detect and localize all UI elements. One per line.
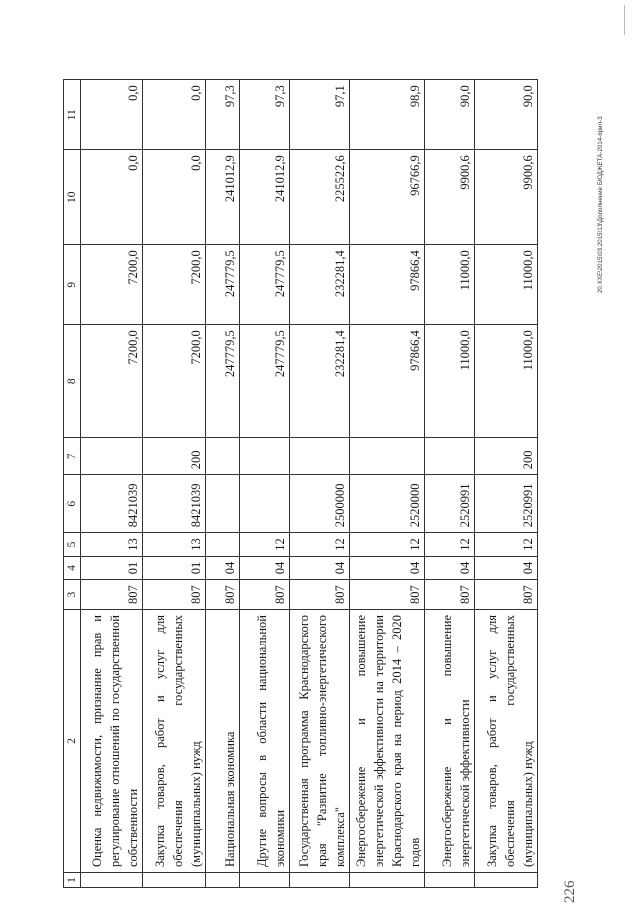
pr-code xyxy=(206,533,240,557)
row-name: Закупка товаров, работ и услуг для обеспечения государственных (муниципальных) нужд xyxy=(143,610,206,873)
budget-table xyxy=(63,79,538,888)
csr-code: 2520991 xyxy=(475,475,538,533)
table-row xyxy=(425,80,475,888)
value-col8: 232281,4 xyxy=(290,325,350,438)
value-col11: 98,9 xyxy=(350,80,425,150)
pr-code: 12 xyxy=(425,533,475,557)
ved-code: 807 xyxy=(240,580,290,610)
row-name: Государственная программа Краснодарского края "Развитие топливно-энергетического комплекса" xyxy=(290,610,350,873)
ved-code: 807 xyxy=(206,580,240,610)
value-col10: 9900,6 xyxy=(425,150,475,245)
value-col10: 9900,6 xyxy=(475,150,538,245)
value-col11: 97,1 xyxy=(290,80,350,150)
row-name: Оценка недвижимости, признание прав и регулирование отношений по государственной собственности xyxy=(81,610,143,873)
row-name: Энергосбережение и повышение энергетической эффективности xyxy=(425,610,475,873)
table-row xyxy=(350,80,425,888)
header-cell: 6 xyxy=(64,475,81,533)
value-col9: 11000,0 xyxy=(425,245,475,325)
table-row xyxy=(81,80,143,888)
value-col11: 90,0 xyxy=(425,80,475,150)
value-col9: 247779,5 xyxy=(240,245,290,325)
value-col11: 0,0 xyxy=(143,80,206,150)
pr-code: 12 xyxy=(350,533,425,557)
header-cell: 11 xyxy=(64,80,81,150)
header-cell: 1 xyxy=(64,873,81,888)
csr-code: 2500000 xyxy=(290,475,350,533)
csr-code: 8421039 xyxy=(143,475,206,533)
row-number-cell xyxy=(206,873,240,888)
header-cell: 4 xyxy=(64,556,81,580)
row-name: Энергосбережение и повышение энергетической эффективности на территории Краснодарского края на период 2014 – 2020 годов xyxy=(350,610,425,873)
csr-code: 2520991 xyxy=(425,475,475,533)
vr-code xyxy=(290,438,350,475)
value-col8: 7200,0 xyxy=(143,325,206,438)
header-cell: 10 xyxy=(64,150,81,245)
row-number-cell xyxy=(350,873,425,888)
file-path-footer: 20.XXE\2015\03.2015\13\Дополнение БЮДЖЕТА-2014-прил-3 xyxy=(598,116,604,293)
vr-code xyxy=(350,438,425,475)
rz-code: 04 xyxy=(475,556,538,580)
value-col8: 7200,0 xyxy=(81,325,143,438)
ved-code: 807 xyxy=(475,580,538,610)
value-col9: 232281,4 xyxy=(290,245,350,325)
csr-code: 8421039 xyxy=(81,475,143,533)
value-col11: 0,0 xyxy=(81,80,143,150)
value-col8: 247779,5 xyxy=(206,325,240,438)
value-col9: 247779,5 xyxy=(206,245,240,325)
page-number: 226 xyxy=(562,880,578,903)
header-cell: 8 xyxy=(64,325,81,438)
row-number-cell xyxy=(240,873,290,888)
value-col10: 96766,9 xyxy=(350,150,425,245)
value-col10: 241012,9 xyxy=(240,150,290,245)
row-name: Другие вопросы в области национальной экономики xyxy=(240,610,290,873)
ved-code: 807 xyxy=(81,580,143,610)
rz-code: 04 xyxy=(425,556,475,580)
ved-code: 807 xyxy=(350,580,425,610)
table-row xyxy=(290,80,350,888)
csr-code xyxy=(240,475,290,533)
ved-code: 807 xyxy=(425,580,475,610)
rz-code: 04 xyxy=(290,556,350,580)
value-col8: 97866,4 xyxy=(350,325,425,438)
value-col11: 90,0 xyxy=(475,80,538,150)
vr-code: 200 xyxy=(475,438,538,475)
value-col10: 0,0 xyxy=(81,150,143,245)
value-col10: 241012,9 xyxy=(206,150,240,245)
value-col9: 7200,0 xyxy=(81,245,143,325)
pr-code: 12 xyxy=(475,533,538,557)
vr-code xyxy=(206,438,240,475)
scan-edge-mark xyxy=(624,5,625,35)
pr-code: 12 xyxy=(290,533,350,557)
value-col9: 11000,0 xyxy=(475,245,538,325)
vr-code xyxy=(425,438,475,475)
row-number-cell xyxy=(475,873,538,888)
rz-code: 04 xyxy=(350,556,425,580)
value-col8: 247779,5 xyxy=(240,325,290,438)
table-row xyxy=(143,80,206,888)
row-name: Национальная экономика xyxy=(206,610,240,873)
rz-code: 01 xyxy=(143,556,206,580)
header-row xyxy=(64,80,81,888)
value-col8: 11000,0 xyxy=(425,325,475,438)
row-number-cell xyxy=(81,873,143,888)
vr-code xyxy=(240,438,290,475)
vr-code xyxy=(81,438,143,475)
rz-code: 01 xyxy=(81,556,143,580)
csr-code: 2520000 xyxy=(350,475,425,533)
header-cell: 7 xyxy=(64,438,81,475)
table-row xyxy=(240,80,290,888)
pr-code: 12 xyxy=(240,533,290,557)
value-col11: 97,3 xyxy=(240,80,290,150)
ved-code: 807 xyxy=(290,580,350,610)
value-col11: 97,3 xyxy=(206,80,240,150)
csr-code xyxy=(206,475,240,533)
pr-code: 13 xyxy=(81,533,143,557)
value-col9: 7200,0 xyxy=(143,245,206,325)
header-cell: 3 xyxy=(64,580,81,610)
row-name: Закупка товаров, работ и услуг для обеспечения государственных (муниципальных) нужд xyxy=(475,610,538,873)
row-number-cell xyxy=(290,873,350,888)
header-cell: 5 xyxy=(64,533,81,557)
table-row xyxy=(475,80,538,888)
value-col8: 11000,0 xyxy=(475,325,538,438)
value-col10: 225522,6 xyxy=(290,150,350,245)
vr-code: 200 xyxy=(143,438,206,475)
row-number-cell xyxy=(425,873,475,888)
table-row xyxy=(206,80,240,888)
pr-code: 13 xyxy=(143,533,206,557)
value-col9: 97866,4 xyxy=(350,245,425,325)
header-cell: 2 xyxy=(64,610,81,873)
rz-code: 04 xyxy=(240,556,290,580)
value-col10: 0,0 xyxy=(143,150,206,245)
ved-code: 807 xyxy=(143,580,206,610)
rz-code: 04 xyxy=(206,556,240,580)
row-number-cell xyxy=(143,873,206,888)
header-cell: 9 xyxy=(64,245,81,325)
